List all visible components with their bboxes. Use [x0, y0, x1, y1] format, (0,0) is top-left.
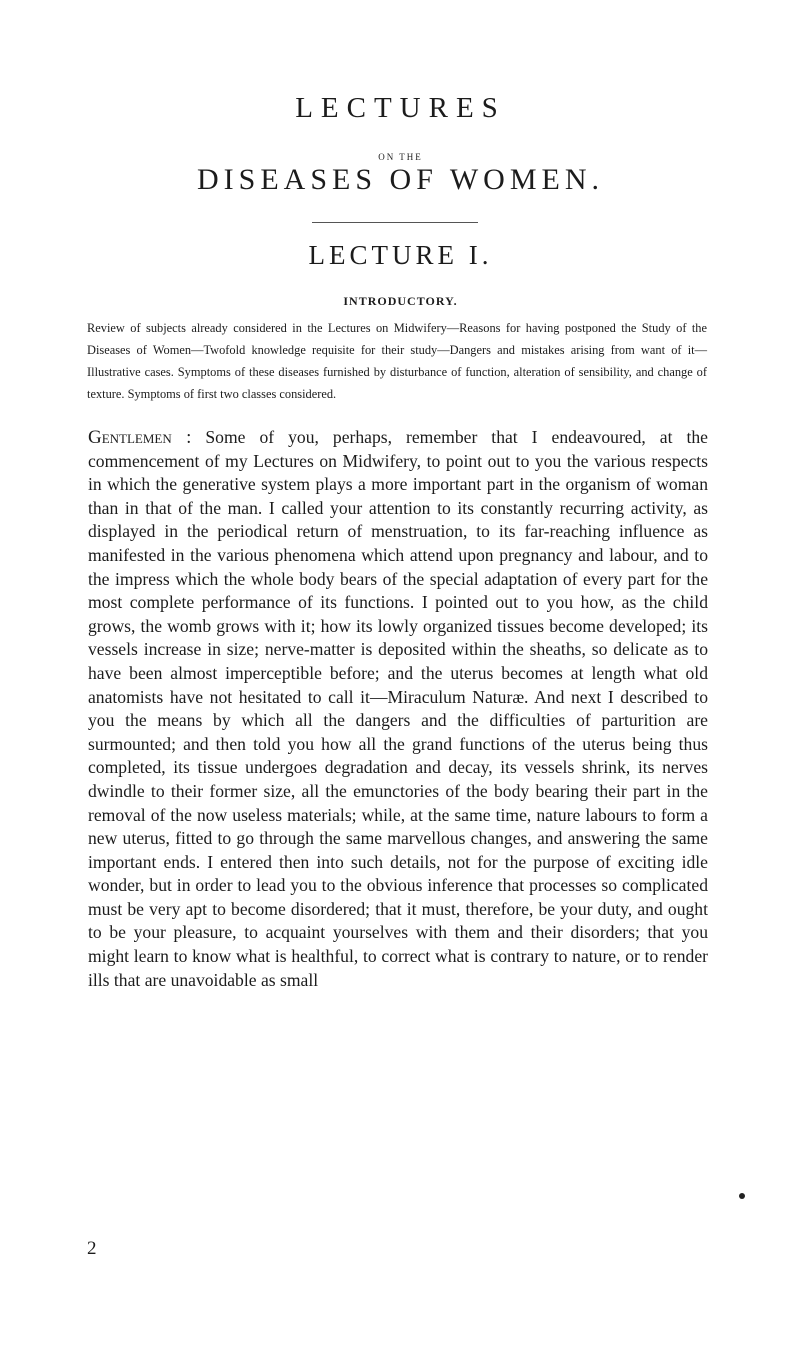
lecture-heading: LECTURE I. [308, 240, 493, 270]
title-diseases-of-women: DISEASES OF WOMEN. [197, 163, 604, 196]
body-text: Some of you, perhaps, remember that I endeavoured, at the commencement of my Lectures on Midwifery, to point out to you the various respects in which the generative system plays a more important part in the organism of woman than in that of the man. I called your attention to its constantly recurring activity, as displayed in the periodical return of menstruation, to its far-reaching influence as manifested in the various phenomena which attend upon pregnancy and labour, and to the impress which the whole body bears of the special adaptation of every part for the most complete performance of its functions. I pointed out to you how, as the child grows, the womb grows with it; how its lowly organized tissues become developed; its vessels increase in size; nerve-matter is deposited within the sheaths, so delicate as to have been almost imperceptible before; and the uterus becomes at length what old anatomists have not hesitated to call it—Miraculum Naturæ. And next I described to you the means by which all the dangers and the difficulties of parturition are surmounted; and then told you how all the grand functions of the uterus being thus completed, its tissue undergoes degradation and decay, its vessels shrink, its nerves dwindle to their former size, all the emunctories of the body bearing their part in the removal of the now useless materials; while, at the same time, nature labours to form a new uterus, fitted to go through the same marvellous changes, and answering the same important ends. I entered then into such details, not for the purpose of exciting idle wonder, but in order to lead you to the obvious inference that processes so complicated must be very apt to become disordered; that it must, therefore, be your duty, and ought to be your pleasure, to acquaint yourselves with them and their disorders; that you might learn to know what is healthful, to correct what is contrary to nature, or to render ills that are unavoidable as small [88, 427, 708, 990]
ink-speck [739, 1193, 745, 1199]
body-paragraph [88, 426, 708, 992]
title-on-the: ON THE [378, 152, 423, 162]
salutation: Gentlemen : [88, 427, 192, 448]
lecture-synopsis: Review of subjects already considered in the Lectures on Midwifery—Reasons for having postponed the Study of the Diseases of Women—Twofold knowledge requisite for their study—Dangers and mistakes arising from want of it—Illustrative cases. Symptoms of these diseases furnished by disturbance of function, alteration of sensibility, and change of texture. Symptoms of first two classes considered. [87, 321, 707, 401]
title-lectures: LECTURES [295, 92, 506, 124]
lecture-label: INTRODUCTORY. [343, 294, 458, 308]
title-divider [312, 222, 478, 223]
signature-mark: 2 [87, 1238, 97, 1259]
